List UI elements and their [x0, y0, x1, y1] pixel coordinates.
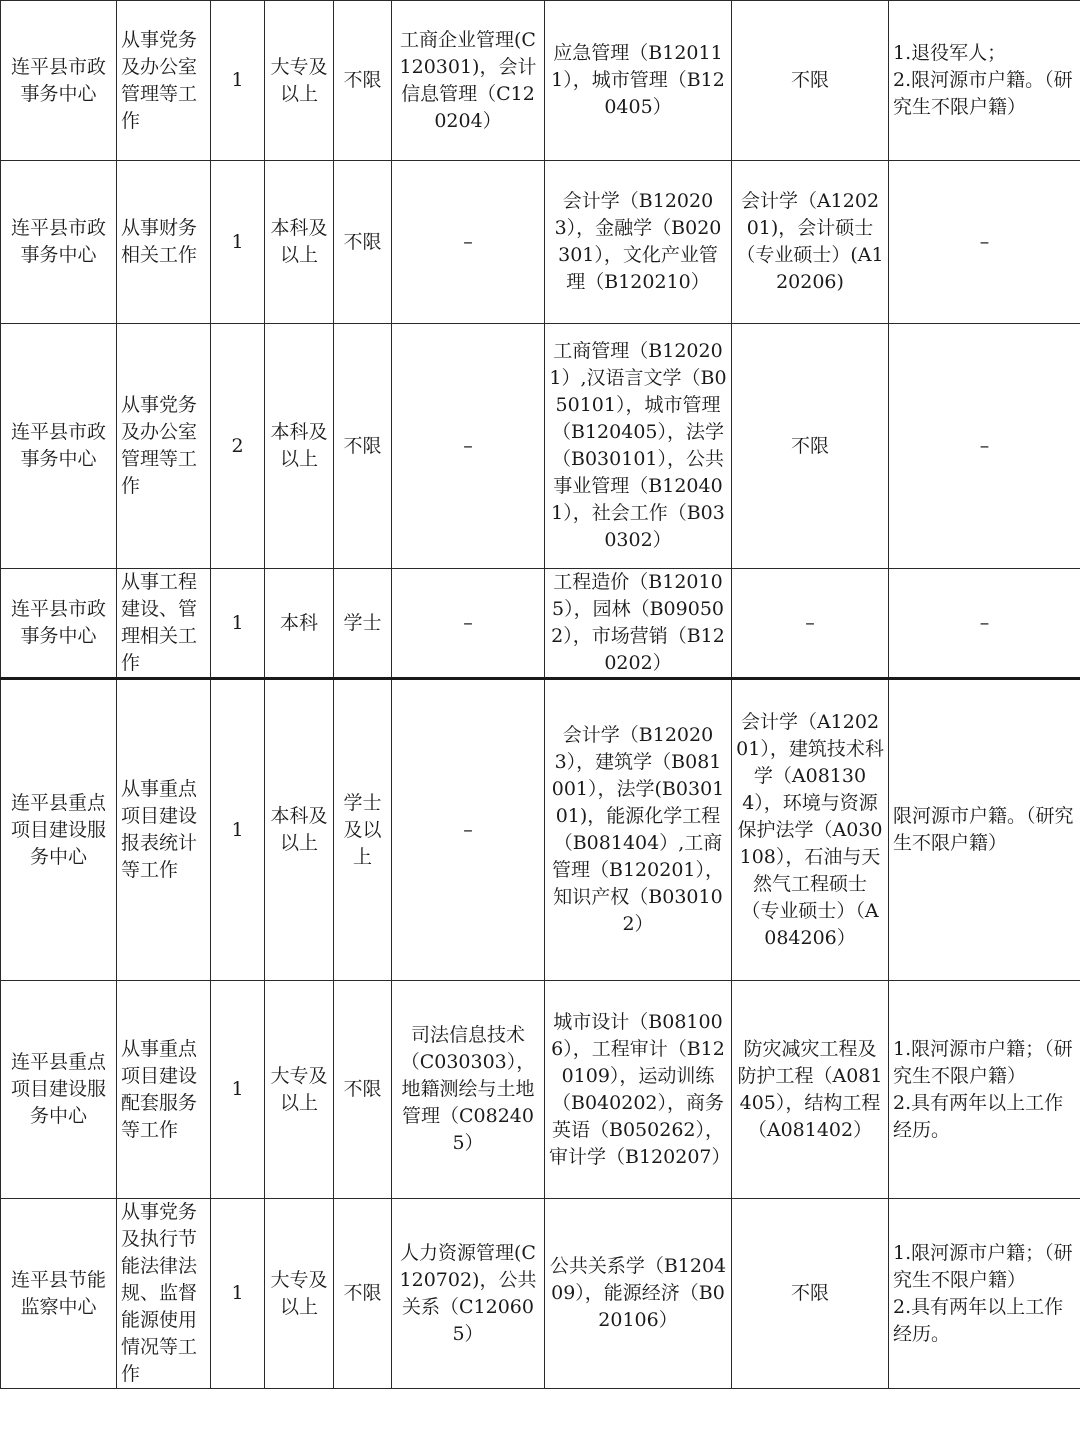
major-bachelor-cell: 城市设计（B081006），工程审计（B120109），运动训练（B040202），商务英语（B050262），审计学（B120207） — [545, 981, 732, 1199]
degree-cell: 不限 — [334, 1199, 392, 1389]
other-requirements-cell: – — [889, 569, 1080, 679]
major-bachelor-cell: 工程造价（B120105），园林（B090502），市场营销（B120202） — [545, 569, 732, 679]
major-college-cell: 司法信息技术（C030303），地籍测绘与土地管理（C082405） — [392, 981, 545, 1199]
major-postgrad-cell: 不限 — [732, 1, 889, 161]
education-cell: 本科及以上 — [265, 324, 334, 569]
unit-cell: 连平县重点项目建设服务中心 — [1, 981, 117, 1199]
other-requirements-cell: 限河源市户籍。（研究生不限户籍） — [889, 679, 1080, 981]
major-bachelor-cell: 应急管理（B120111），城市管理（B120405） — [545, 1, 732, 161]
unit-cell: 连平县市政事务中心 — [1, 569, 117, 679]
major-college-cell: – — [392, 161, 545, 324]
count-cell: 1 — [211, 679, 265, 981]
table-row — [1, 161, 1080, 324]
education-cell: 本科 — [265, 569, 334, 679]
duty-cell: 从事财务相关工作 — [117, 161, 211, 324]
education-cell: 本科及以上 — [265, 161, 334, 324]
education-cell: 大专及以上 — [265, 981, 334, 1199]
major-bachelor-cell: 会计学（B120203），建筑学（B081001），法学(B030101)，能源化学工程（B081404）,工商管理（B120201），知识产权（B030102） — [545, 679, 732, 981]
table-row — [1, 679, 1080, 981]
education-cell: 本科及以上 — [265, 679, 334, 981]
major-bachelor-cell: 工商管理（B120201）,汉语言文学（B050101），城市管理（B120405），法学（B030101），公共事业管理（B120401），社会工作（B030302） — [545, 324, 732, 569]
table-row — [1, 324, 1080, 569]
major-postgrad-cell: – — [732, 569, 889, 679]
degree-cell: 学士 — [334, 569, 392, 679]
degree-cell: 学士及以上 — [334, 679, 392, 981]
duty-cell: 从事党务及办公室管理等工作 — [117, 324, 211, 569]
major-bachelor-cell: 会计学（B120203），金融学（B020301），文化产业管理（B120210） — [545, 161, 732, 324]
degree-cell: 不限 — [334, 161, 392, 324]
degree-cell: 不限 — [334, 981, 392, 1199]
major-postgrad-cell: 会计学（A120201），建筑技术科学（A081304），环境与资源保护法学（A030108），石油与天然气工程硕士（专业硕士）（A084206） — [732, 679, 889, 981]
other-requirements-cell: 1.退役军人； 2.限河源市户籍。（研究生不限户籍） — [889, 1, 1080, 161]
major-bachelor-cell: 公共关系学（B120409），能源经济（B020106） — [545, 1199, 732, 1389]
duty-cell: 从事重点项目建设报表统计等工作 — [117, 679, 211, 981]
count-cell: 1 — [211, 981, 265, 1199]
unit-cell: 连平县市政事务中心 — [1, 324, 117, 569]
major-college-cell: – — [392, 569, 545, 679]
unit-cell: 连平县节能监察中心 — [1, 1199, 117, 1389]
count-cell: 1 — [211, 569, 265, 679]
education-cell: 大专及以上 — [265, 1199, 334, 1389]
degree-cell: 不限 — [334, 1, 392, 161]
table-row — [1, 1, 1080, 161]
other-requirements-cell: – — [889, 161, 1080, 324]
major-college-cell: 工商企业管理(C120301)，会计信息管理（C120204） — [392, 1, 545, 161]
duty-cell: 从事工程建设、管理相关工作 — [117, 569, 211, 679]
count-cell: 1 — [211, 1, 265, 161]
other-requirements-cell: – — [889, 324, 1080, 569]
major-postgrad-cell: 不限 — [732, 324, 889, 569]
other-requirements-cell: 1.限河源市户籍；（研究生不限户籍） 2.具有两年以上工作经历。 — [889, 1199, 1080, 1389]
degree-cell: 不限 — [334, 324, 392, 569]
count-cell: 1 — [211, 161, 265, 324]
bottom-margin — [0, 1390, 1080, 1443]
count-cell: 1 — [211, 1199, 265, 1389]
duty-cell: 从事重点项目建设配套服务等工作 — [117, 981, 211, 1199]
major-postgrad-cell: 不限 — [732, 1199, 889, 1389]
unit-cell: 连平县市政事务中心 — [1, 1, 117, 161]
major-postgrad-cell: 防灾减灾工程及防护工程（A081405），结构工程（A081402） — [732, 981, 889, 1199]
unit-cell: 连平县市政事务中心 — [1, 161, 117, 324]
count-cell: 2 — [211, 324, 265, 569]
duty-cell: 从事党务及执行节能法律法规、监督能源使用情况等工作 — [117, 1199, 211, 1389]
major-college-cell: – — [392, 324, 545, 569]
other-requirements-cell: 1.限河源市户籍；（研究生不限户籍） 2.具有两年以上工作经历。 — [889, 981, 1080, 1199]
table-row — [1, 981, 1080, 1199]
education-cell: 大专及以上 — [265, 1, 334, 161]
major-postgrad-cell: 会计学（A120201)，会计硕士（专业硕士）(A120206) — [732, 161, 889, 324]
unit-cell: 连平县重点项目建设服务中心 — [1, 679, 117, 981]
duty-cell: 从事党务及办公室管理等工作 — [117, 1, 211, 161]
table-row — [1, 1199, 1080, 1389]
table-row — [1, 569, 1080, 679]
major-college-cell: – — [392, 679, 545, 981]
major-college-cell: 人力资源管理(C120702)，公共关系（C120605） — [392, 1199, 545, 1389]
